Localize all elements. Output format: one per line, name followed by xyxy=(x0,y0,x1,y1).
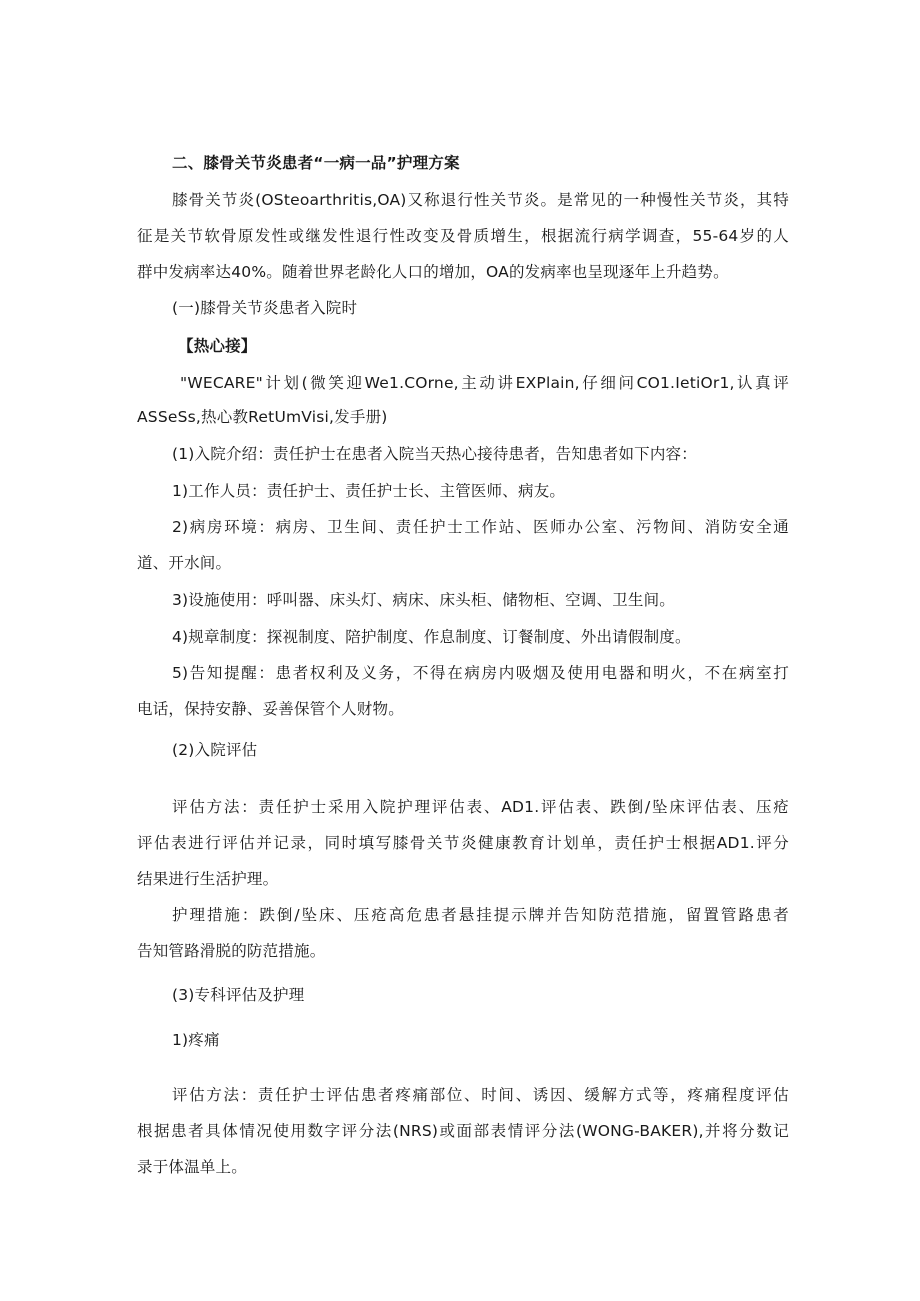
wecare-line-1: "WECARE"计划(微笑迎We1.COrne,主动讲EXPlain,仔细问CO1.IetiOr1,认真评 xyxy=(180,374,789,392)
intro-line-1: 膝骨关节炎(OSteoarthritis,OA)又称退行性关节炎。是常见的一种慢性关节炎，其特 xyxy=(172,191,789,209)
wecare-line-2: ASSeSs,热心教RetUmVisi,发手册) xyxy=(137,408,388,426)
pain-assessment-line-3: 录于体温单上。 xyxy=(137,1158,247,1176)
assessment-method-line-3: 结果进行生活护理。 xyxy=(137,870,279,888)
nursing-measures-line-2: 告知管路滑脱的防范措施。 xyxy=(137,942,326,960)
pain-title: 1)疼痛 xyxy=(172,1031,220,1049)
intro-line-2: 征是关节软骨原发性或继发性退行性改变及骨质增生，根据流行病学调查，55-64岁的人 xyxy=(137,227,789,245)
specialty-title: (3)专科评估及护理 xyxy=(172,986,305,1004)
item-environment-line-1: 2)病房环境：病房、卫生间、责任护士工作站、医师办公室、污物间、消防安全通 xyxy=(172,518,789,536)
warm-reception-label: 【热心接】 xyxy=(178,337,257,355)
admission-intro: (1)入院介绍：责任护士在患者入院当天热心接待患者，告知患者如下内容： xyxy=(172,445,697,463)
item-reminder-line-2: 电话，保持安静、妥善保管个人财物。 xyxy=(137,700,404,718)
item-rules: 4)规章制度：探视制度、陪护制度、作息制度、订餐制度、外出请假制度。 xyxy=(172,628,691,646)
admission-assessment-title: (2)入院评估 xyxy=(172,741,258,759)
item-reminder-line-1: 5)告知提醒：患者权利及义务，不得在病房内吸烟及使用电器和明火，不在病室打 xyxy=(172,664,789,682)
assessment-method-line-2: 评估表进行评估并记录，同时填写膝骨关节炎健康教育计划单，责任护士根据AD1.评分 xyxy=(137,834,789,852)
subsection-title: (一)膝骨关节炎患者入院时 xyxy=(172,299,358,317)
item-facilities: 3)设施使用：呼叫器、床头灯、病床、床头柜、储物柜、空调、卫生间。 xyxy=(172,591,676,609)
nursing-measures-line-1: 护理措施：跌倒/坠床、压疮高危患者悬挂提示牌并告知防范措施，留置管路患者 xyxy=(172,906,789,924)
intro-line-3: 群中发病率达40%。随着世界老龄化人口的增加，OA的发病率也呈现逐年上升趋势。 xyxy=(137,263,729,281)
item-environment-line-2: 道、开水间。 xyxy=(137,554,232,572)
assessment-method-line-1: 评估方法：责任护士采用入院护理评估表、AD1.评估表、跌倒/坠床评估表、压疮 xyxy=(172,798,789,816)
section-heading: 二、膝骨关节炎患者“一病一品”护理方案 xyxy=(172,154,460,172)
item-staff: 1)工作人员：责任护士、责任护士长、主管医师、病友。 xyxy=(172,482,566,500)
pain-assessment-line-2: 根据患者具体情况使用数字评分法(NRS)或面部表情评分法(WONG-BAKER),并将分数记 xyxy=(137,1122,789,1140)
pain-assessment-line-1: 评估方法：责任护士评估患者疼痛部位、时间、诱因、缓解方式等，疼痛程度评估 xyxy=(172,1086,789,1104)
